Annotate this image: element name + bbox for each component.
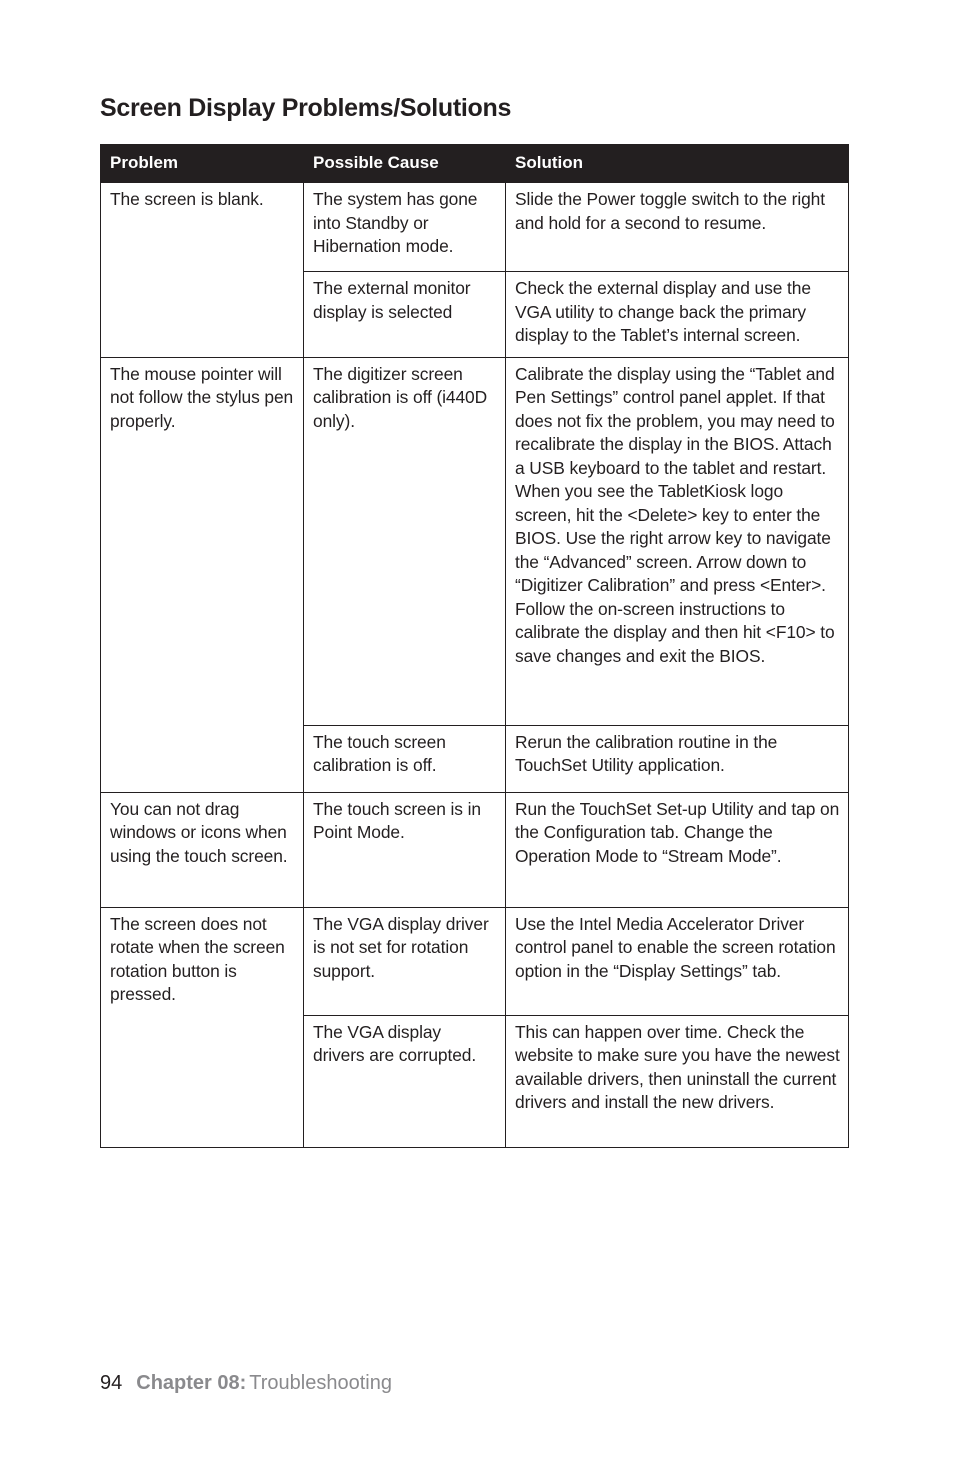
- problem-cell: The screen is blank.: [101, 183, 304, 358]
- solution-cell: Calibrate the display using the “Tablet and Pen Settings” control panel applet. If that does not fix the problem, you may need to recalibrate the display in the BIOS. Attach a USB keyboard to the tablet and restart. When you see the TabletKiosk logo screen, hit the <Delete> key to enter the BIOS. Use the right arrow key to navigate the “Advanced” screen. Arrow down to “Digitizer Calibration” and press <Enter>. Follow the on-screen instructions to calibrate the display and then hit <F10> to save changes and exit the BIOS.: [506, 357, 849, 725]
- cause-cell: The touch screen calibration is off.: [304, 725, 506, 792]
- cause-cell: The external monitor display is selected: [304, 272, 506, 358]
- problems-solutions-table: [100, 144, 849, 1148]
- page-footer: [100, 1372, 392, 1395]
- chapter-name: Troubleshooting: [249, 1372, 392, 1394]
- cause-cell: The VGA display driver is not set for rotation support.: [304, 907, 506, 1015]
- header-solution: Solution: [506, 145, 849, 183]
- solution-cell: Slide the Power toggle switch to the right and hold for a second to resume.: [506, 183, 849, 272]
- solution-cell: This can happen over time. Check the website to make sure you have the newest available drivers, then uninstall the current drivers and install the new drivers.: [506, 1015, 849, 1147]
- table-row: [101, 792, 849, 907]
- problem-cell: You can not drag windows or icons when using the touch screen.: [101, 792, 304, 907]
- problem-cell: The mouse pointer will not follow the stylus pen properly.: [101, 357, 304, 792]
- cause-cell: The touch screen is in Point Mode.: [304, 792, 506, 907]
- page-title: Screen Display Problems/Solutions: [100, 94, 512, 122]
- solution-cell: Run the TouchSet Set-up Utility and tap on the Configuration tab. Change the Operation Mode to “Stream Mode”.: [506, 792, 849, 907]
- chapter-label: Chapter 08:: [136, 1372, 247, 1394]
- page-number: 94: [100, 1372, 123, 1394]
- header-problem: Problem: [101, 145, 304, 183]
- table-row: [101, 183, 849, 272]
- table-header-row: [101, 145, 849, 183]
- solution-cell: Check the external display and use the VGA utility to change back the primary display to the Tablet’s internal screen.: [506, 272, 849, 358]
- cause-cell: The system has gone into Standby or Hibernation mode.: [304, 183, 506, 272]
- solution-cell: Rerun the calibration routine in the TouchSet Utility application.: [506, 725, 849, 792]
- problem-cell: The screen does not rotate when the screen rotation button is pressed.: [101, 907, 304, 1147]
- header-possible-cause: Possible Cause: [304, 145, 506, 183]
- solution-cell: Use the Intel Media Accelerator Driver control panel to enable the screen rotation option in the “Display Settings” tab.: [506, 907, 849, 1015]
- cause-cell: The digitizer screen calibration is off (i440D only).: [304, 357, 506, 725]
- table-row: [101, 357, 849, 725]
- table-row: [101, 907, 849, 1015]
- cause-cell: The VGA display drivers are corrupted.: [304, 1015, 506, 1147]
